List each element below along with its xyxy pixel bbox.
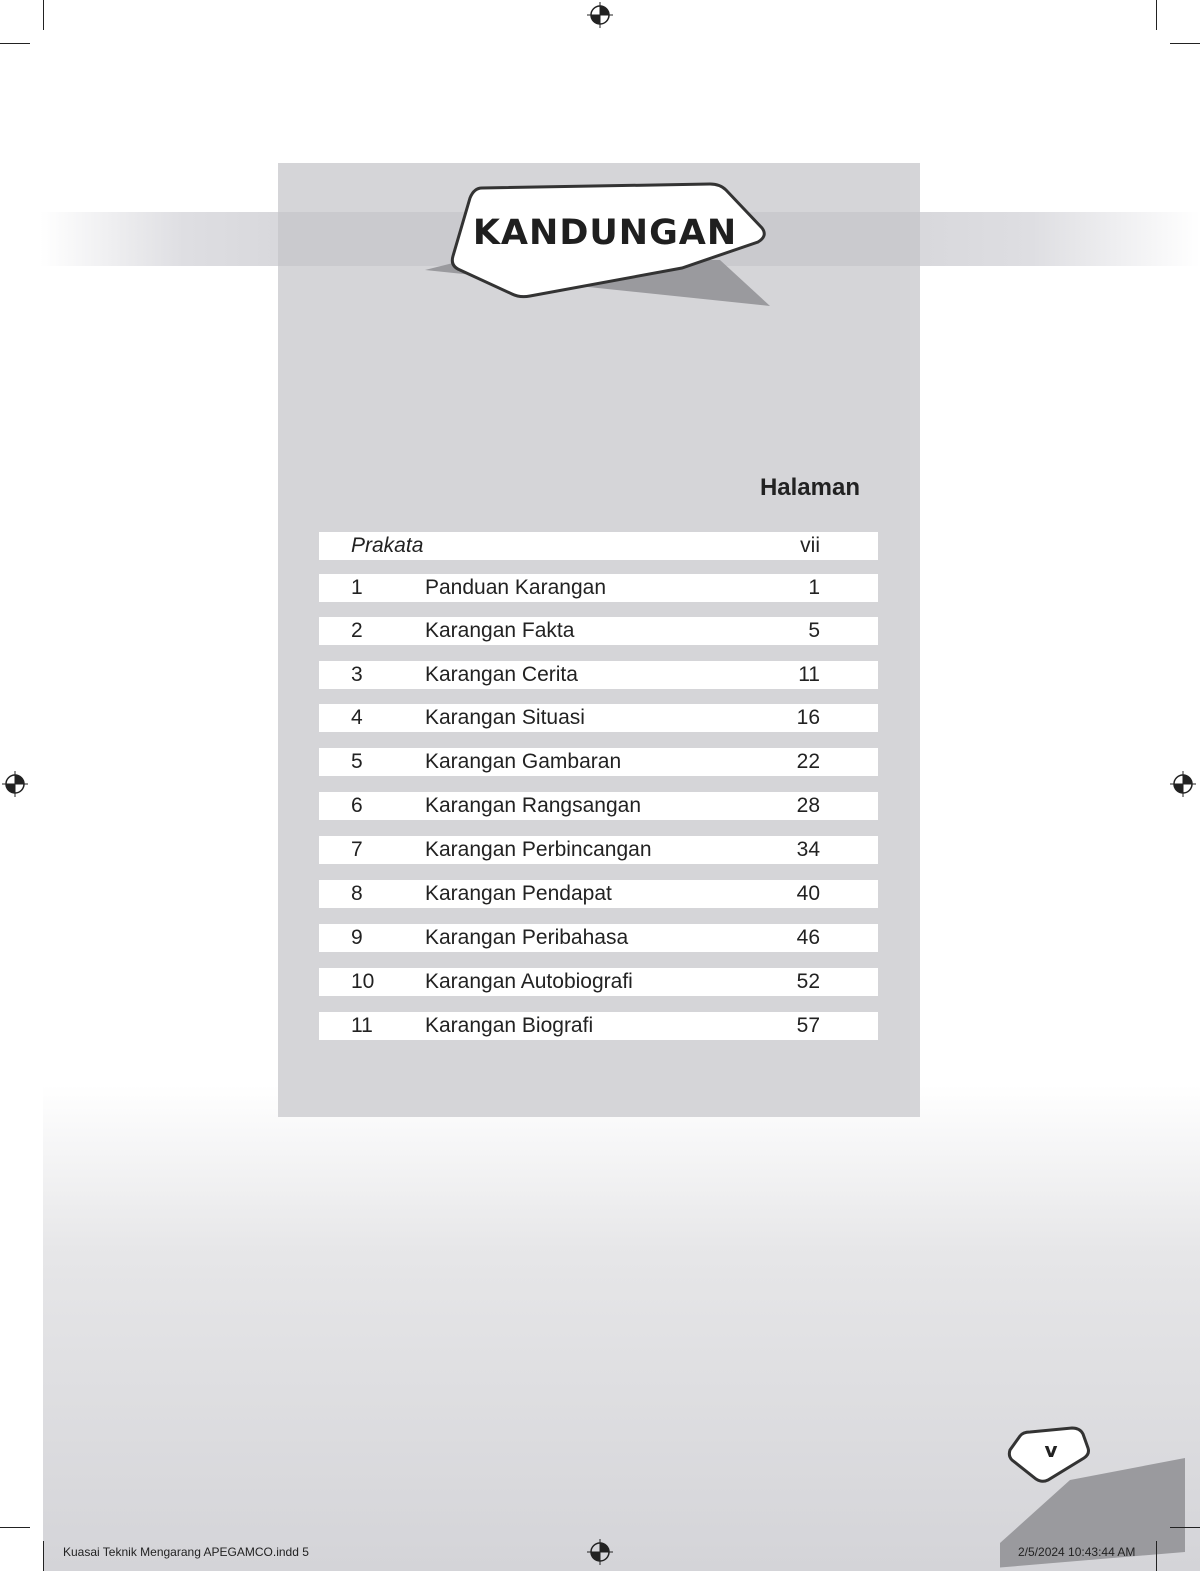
crop-mark bbox=[0, 1527, 30, 1528]
crop-mark bbox=[0, 43, 30, 44]
toc-row[interactable] bbox=[319, 748, 878, 776]
toc-page: 28 bbox=[796, 794, 820, 817]
toc-row[interactable] bbox=[319, 968, 878, 996]
page-column-header: Halaman bbox=[759, 474, 860, 501]
toc-page: 11 bbox=[798, 663, 820, 686]
toc-number: 1 bbox=[351, 576, 363, 599]
toc-number: 2 bbox=[351, 619, 363, 642]
toc-number: 3 bbox=[351, 663, 363, 686]
toc-number: 9 bbox=[351, 926, 363, 949]
toc-page: 40 bbox=[796, 882, 820, 905]
toc-page: 34 bbox=[796, 838, 820, 861]
toc-row[interactable] bbox=[319, 836, 878, 864]
toc-title: Karangan Pendapat bbox=[425, 882, 612, 905]
slug-datetime: 2/5/2024 10:43:44 AM bbox=[1018, 1545, 1136, 1559]
toc-page: 16 bbox=[796, 706, 820, 729]
registration-mark-icon bbox=[587, 1539, 613, 1565]
toc-number: 6 bbox=[351, 794, 363, 817]
toc-title: Karangan Situasi bbox=[425, 706, 585, 729]
toc-number: 7 bbox=[351, 838, 363, 861]
toc-title: Karangan Autobiografi bbox=[425, 970, 633, 993]
page-number: v bbox=[1044, 1438, 1058, 1462]
crop-mark bbox=[1156, 1541, 1157, 1571]
toc-number: 10 bbox=[351, 970, 375, 993]
toc-page: vii bbox=[800, 534, 820, 557]
toc-title: Prakata bbox=[351, 534, 424, 557]
crop-mark bbox=[1156, 0, 1157, 30]
toc-number: 4 bbox=[351, 706, 363, 729]
toc-page: 5 bbox=[808, 619, 820, 642]
toc-row[interactable] bbox=[319, 1012, 878, 1040]
header-band-left bbox=[40, 212, 280, 266]
toc-title: Karangan Biografi bbox=[425, 1014, 594, 1037]
toc-title: Karangan Cerita bbox=[425, 663, 578, 686]
page-title: KANDUNGAN bbox=[472, 213, 738, 253]
toc-title: Karangan Fakta bbox=[425, 619, 575, 642]
registration-mark-icon bbox=[587, 2, 613, 28]
toc-page: 52 bbox=[796, 970, 820, 993]
toc-page: 22 bbox=[796, 750, 820, 773]
crop-mark bbox=[43, 1541, 44, 1571]
toc-page: 1 bbox=[808, 576, 820, 599]
registration-mark-icon bbox=[2, 771, 28, 797]
toc-title: Karangan Gambaran bbox=[425, 750, 622, 773]
toc-row[interactable] bbox=[319, 924, 878, 952]
slug-filename: Kuasai Teknik Mengarang APEGAMCO.indd 5 bbox=[63, 1545, 309, 1559]
toc-row[interactable] bbox=[319, 792, 878, 820]
toc-number: 8 bbox=[351, 882, 363, 905]
toc-title: Panduan Karangan bbox=[425, 576, 606, 599]
toc-row[interactable] bbox=[319, 617, 878, 645]
toc-row[interactable] bbox=[319, 661, 878, 689]
toc-page: 57 bbox=[796, 1014, 820, 1037]
toc-title: Karangan Peribahasa bbox=[425, 926, 629, 949]
toc-row[interactable] bbox=[319, 574, 878, 602]
crop-mark bbox=[43, 0, 44, 30]
toc-page: 46 bbox=[796, 926, 820, 949]
toc-title: Karangan Rangsangan bbox=[425, 794, 642, 817]
header-band-right bbox=[920, 212, 1200, 266]
crop-mark bbox=[1170, 43, 1200, 44]
toc-number: 11 bbox=[351, 1014, 373, 1037]
crop-mark bbox=[1170, 1527, 1200, 1528]
registration-mark-icon bbox=[1170, 771, 1196, 797]
toc-row-preface[interactable] bbox=[319, 532, 878, 560]
toc-row[interactable] bbox=[319, 880, 878, 908]
toc-title: Karangan Perbincangan bbox=[425, 838, 652, 861]
toc-number: 5 bbox=[351, 750, 363, 773]
toc-row[interactable] bbox=[319, 704, 878, 732]
